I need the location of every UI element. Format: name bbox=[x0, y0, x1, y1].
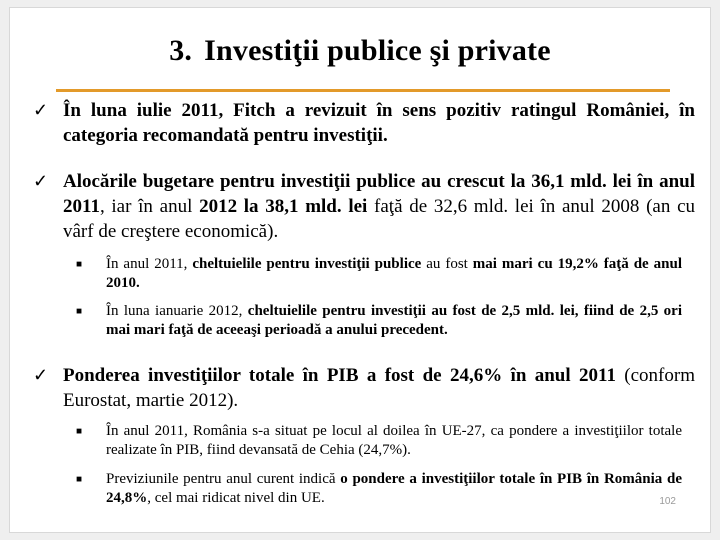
sub-text: În anul 2011, bbox=[106, 256, 193, 272]
page-title bbox=[10, 34, 710, 68]
bullet-text: faţă de 32,6 mld. lei în anul 2008 (an cu vârf de creştere economică). bbox=[63, 196, 696, 242]
square-bullet-icon: ■ bbox=[76, 474, 83, 485]
sub-text: , cel mai ridicat nivel din UE. bbox=[147, 490, 325, 506]
checkmark-icon: ✓ bbox=[33, 365, 49, 385]
sub-bullet-eu-ranking bbox=[76, 422, 682, 460]
checkmark-icon: ✓ bbox=[33, 100, 49, 120]
bullet-text: , iar în anul bbox=[99, 196, 200, 217]
bullet-text-bold: Ponderea investiţiilor totale în PIB a fost de 24,6% în anul 2011 bbox=[63, 365, 616, 386]
bullet-investment-share-gdp bbox=[33, 363, 695, 413]
square-bullet-icon: ■ bbox=[76, 426, 83, 437]
square-bullet-icon: ■ bbox=[76, 259, 83, 270]
sub-text: În luna ianuarie 2012, bbox=[106, 303, 248, 319]
sub-bullet-january-2012 bbox=[76, 302, 682, 340]
checkmark-icon: ✓ bbox=[33, 171, 49, 191]
title-text: Investiţii publice şi private bbox=[204, 34, 551, 67]
sub-text-bold: o pondere a investiţiilor totale în PIB în România de 24,8% bbox=[106, 471, 682, 506]
bullet-public-investment bbox=[33, 169, 695, 244]
sub-text: În anul 2011, România s-a situat pe locul al doilea în UE-27, ca pondere a investiţiilor totale realizate în PIB, fiind devansată de Cehia (24,7%). bbox=[106, 423, 682, 458]
sub-text-bold: mai mari cu 19,2% faţă de anul 2010. bbox=[106, 256, 682, 291]
bullet-fitch-rating bbox=[33, 98, 695, 148]
bullet-text-bold: 2012 la 38,1 mld. lei bbox=[199, 196, 368, 217]
title-number: 3. bbox=[169, 34, 193, 67]
slide bbox=[9, 7, 711, 533]
sub-text: Previziunile pentru anul curent indică bbox=[106, 471, 341, 487]
sub-text: au fost bbox=[421, 256, 473, 272]
bullet-text: (conform Eurostat, martie 2012). bbox=[63, 365, 695, 411]
title-underline bbox=[56, 89, 670, 92]
sub-text-bold: cheltuielile pentru investiţii publice bbox=[192, 256, 422, 272]
sub-text-bold: cheltuielile pentru investiţii au fost de 2,5 mld. lei, fiind de 2,5 ori mai mari faţă de aceeaşi perioadă a anului precedent. bbox=[106, 303, 682, 338]
sub-bullet-forecast bbox=[76, 470, 682, 508]
bullet-text: În luna iulie 2011, Fitch a revizuit în sens pozitiv ratingul României, în categoria recomandată pentru investiţii. bbox=[63, 100, 695, 146]
bullet-text-bold: Alocările bugetare pentru investiţii publice au crescut la 36,1 mld. lei în anul 2011 bbox=[63, 171, 695, 217]
sub-bullet-2011-spending bbox=[76, 255, 682, 293]
square-bullet-icon: ■ bbox=[76, 306, 83, 317]
page-number: 102 bbox=[659, 496, 676, 507]
